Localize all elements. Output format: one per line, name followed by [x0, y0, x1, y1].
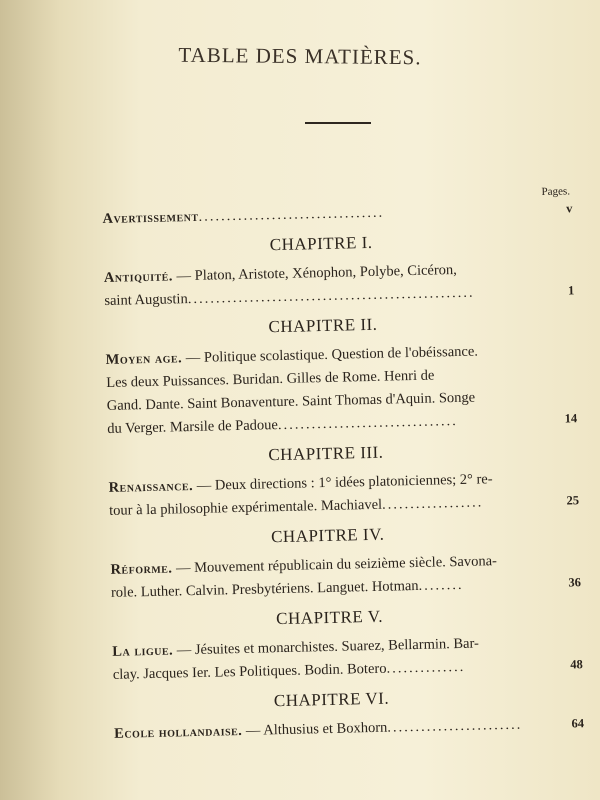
leader-dots: ................................. [198, 204, 385, 225]
page-number: 36 [568, 575, 582, 590]
entry-text: Gand. Dante. Saint Bonaventure. Saint Thomas d'Aquin. Songe [106, 389, 476, 414]
leader-dots: ................................................... [187, 284, 475, 308]
page-title: TABLE DES MATIÈRES. [178, 42, 422, 70]
page-number: 1 [567, 283, 575, 298]
leader-dots: ........................ [387, 716, 523, 736]
entry-label: Renaissance. [108, 478, 194, 496]
entry-text: clay. Jacques Ier. Les Politiques. Bodin. Botero [112, 660, 387, 683]
leader-dots: ........ [418, 576, 464, 594]
entry-text: du Verger. Marsile de Padoue [107, 417, 279, 437]
entry-text: role. Luther. Calvin. Presbytériens. Languet. Hotman [110, 577, 419, 601]
entry-label: Réforme. [110, 560, 173, 578]
entry-label: Antiquité. [103, 268, 174, 286]
pages-column-label: Pages. [541, 185, 571, 199]
entry-text: — Politique scolastique. Question de l'obéissance. [182, 343, 479, 367]
page-number: v [565, 201, 573, 216]
entry-text: Les deux Puissances. Buridan. Gilles de Rome. Henri de [106, 367, 435, 391]
chapter-heading: CHAPITRE II. [268, 314, 378, 337]
entry-text: — Deux directions : 1° idées platoniciennes; 2° re- [192, 471, 493, 495]
page-number: 64 [571, 716, 585, 731]
page-number: 48 [570, 657, 583, 672]
toc-entry-line [114, 712, 590, 746]
chapter-heading: CHAPITRE V. [275, 606, 384, 629]
chapter-heading: CHAPITRE III. [268, 442, 384, 465]
title-rule [305, 122, 371, 124]
page-number: 14 [564, 411, 578, 426]
leader-dots: ................................ [277, 412, 458, 434]
table-of-contents [102, 185, 590, 746]
entry-text: — Althusius et Boxhorn [242, 719, 388, 739]
entry-text: — Platon, Aristote, Xénophon, Polybe, Cicéron, [172, 261, 458, 285]
entry-text: tour à la philosophie expérimentale. Machiavel [108, 496, 383, 519]
chapter-heading: CHAPITRE VI. [273, 688, 390, 711]
entry-text: — Mouvement républicain du seizième siècle. Savona- [172, 553, 498, 577]
chapter-heading: CHAPITRE IV. [270, 524, 385, 547]
leader-dots: .................. [381, 494, 484, 513]
entry-label: Avertissement [102, 208, 199, 227]
leader-dots: .............. [386, 658, 466, 677]
page-number: 25 [566, 493, 580, 508]
chapter-heading: CHAPITRE I. [269, 232, 373, 255]
entry-label: Moyen age. [105, 350, 183, 368]
entry-text: saint Augustin [104, 291, 188, 309]
entry-text: — Jésuites et monarchistes. Suarez, Bellarmin. Bar- [173, 635, 480, 659]
entry-label: Ecole hollandaise. [114, 722, 243, 742]
entry-label: La ligue. [112, 642, 174, 660]
